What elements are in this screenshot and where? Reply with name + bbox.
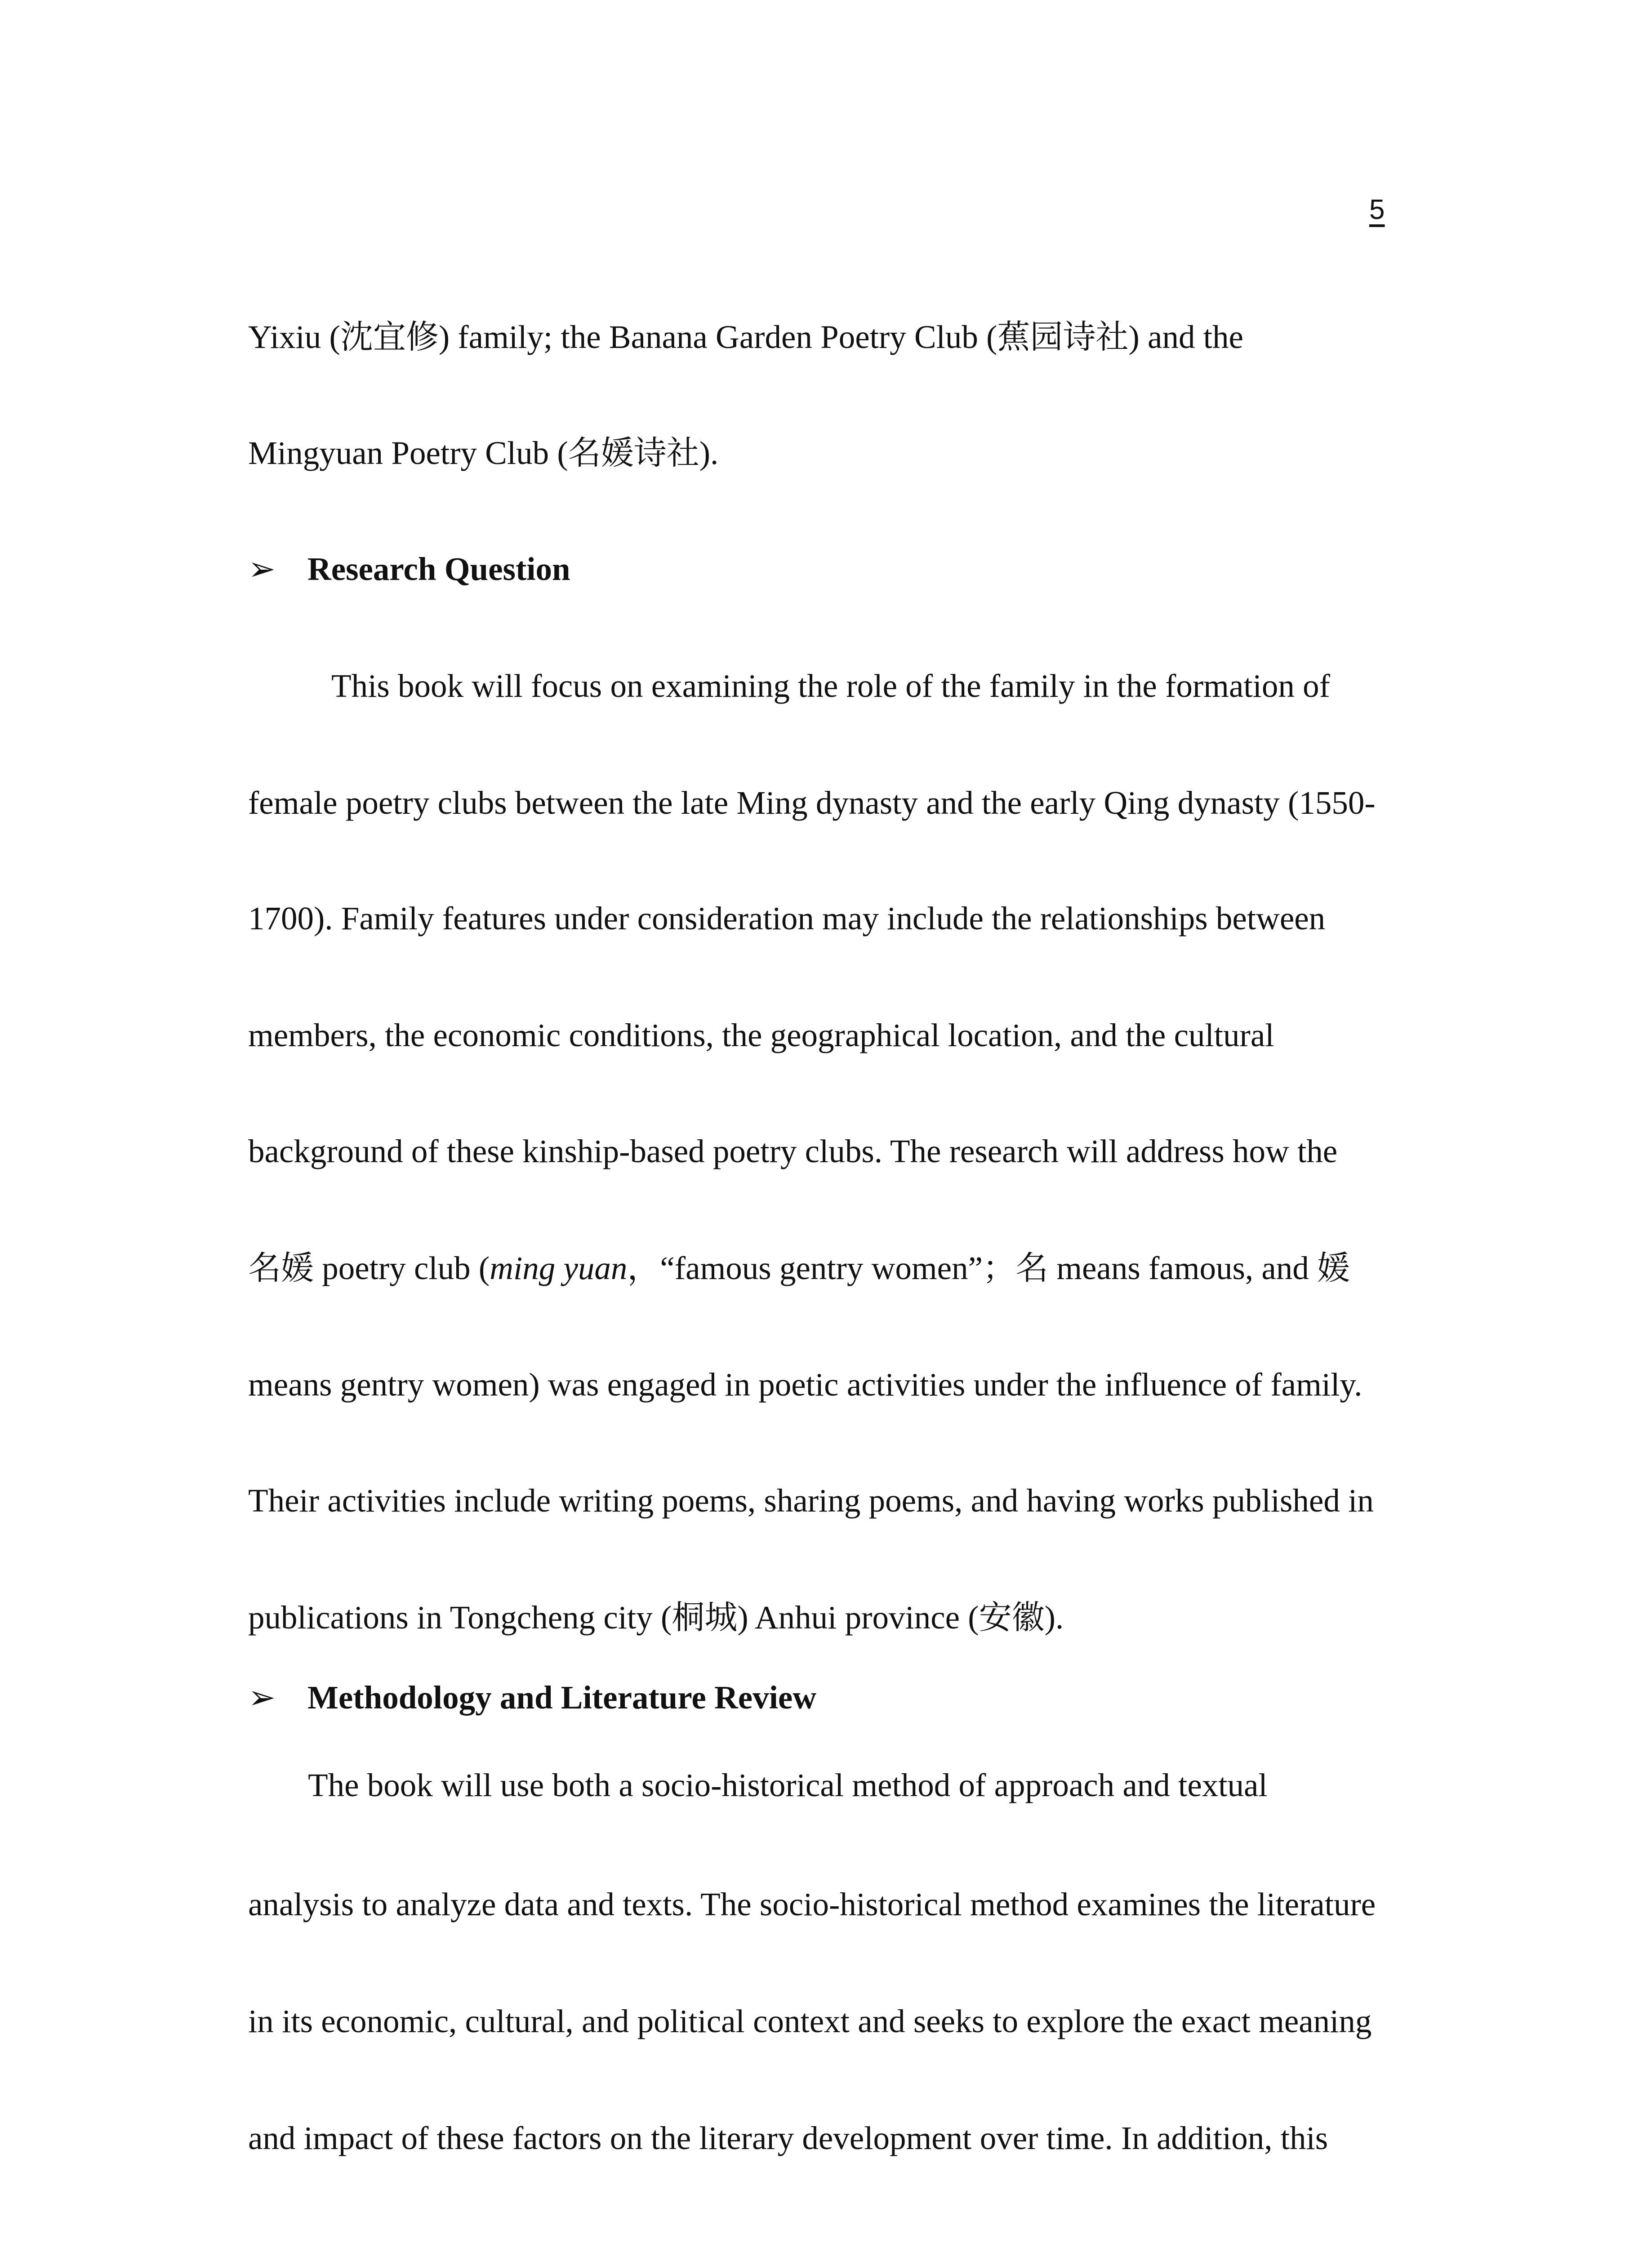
body-line: The book will use both a socio-historical method of approach and textual [308, 1767, 1268, 1803]
heading-label: Research Question [307, 551, 570, 587]
section-heading-methodology [248, 1675, 816, 1720]
body-line: in its economic, cultural, and political context and seeks to explore the exact meaning [248, 2003, 1372, 2039]
body-line: Mingyuan Poetry Club (名媛诗社). [248, 435, 719, 471]
page-number: 5 [1369, 194, 1385, 225]
body-text: 名媛 poetry club ( [248, 1250, 490, 1286]
body-line: analysis to analyze data and texts. The socio-historical method examines the literature [248, 1886, 1376, 1922]
bullet-arrow-icon: ➢ [248, 551, 276, 587]
bullet-arrow-icon: ➢ [248, 1679, 276, 1716]
body-line: 1700). Family features under consideration may include the relationships between [248, 900, 1326, 937]
body-line: means gentry women) was engaged in poetic activities under the influence of family. [248, 1366, 1363, 1403]
body-line [248, 1246, 1350, 1291]
body-line: This book will focus on examining the role of the family in the formation of [331, 668, 1330, 704]
body-line: members, the economic conditions, the geographical location, and the cultural [248, 1017, 1274, 1053]
italic-term: ming yuan [490, 1250, 628, 1286]
heading-label: Methodology and Literature Review [307, 1679, 817, 1716]
body-text: ，“famous gentry women”；名 means famous, and 媛 [627, 1250, 1350, 1286]
body-line: and impact of these factors on the literary development over time. In addition, this [248, 2120, 1328, 2156]
body-line: publications in Tongcheng city (桐城) Anhui province (安徽). [248, 1599, 1064, 1636]
body-line: female poetry clubs between the late Ming dynasty and the early Qing dynasty (1550- [248, 785, 1376, 821]
section-heading-research-question [248, 547, 570, 592]
body-line: background of these kinship-based poetry clubs. The research will address how the [248, 1133, 1338, 1169]
body-line: Yixiu (沈宜修) family; the Banana Garden Poetry Club (蕉园诗社) and the [248, 319, 1243, 355]
body-line: Their activities include writing poems, sharing poems, and having works published in [248, 1482, 1374, 1519]
